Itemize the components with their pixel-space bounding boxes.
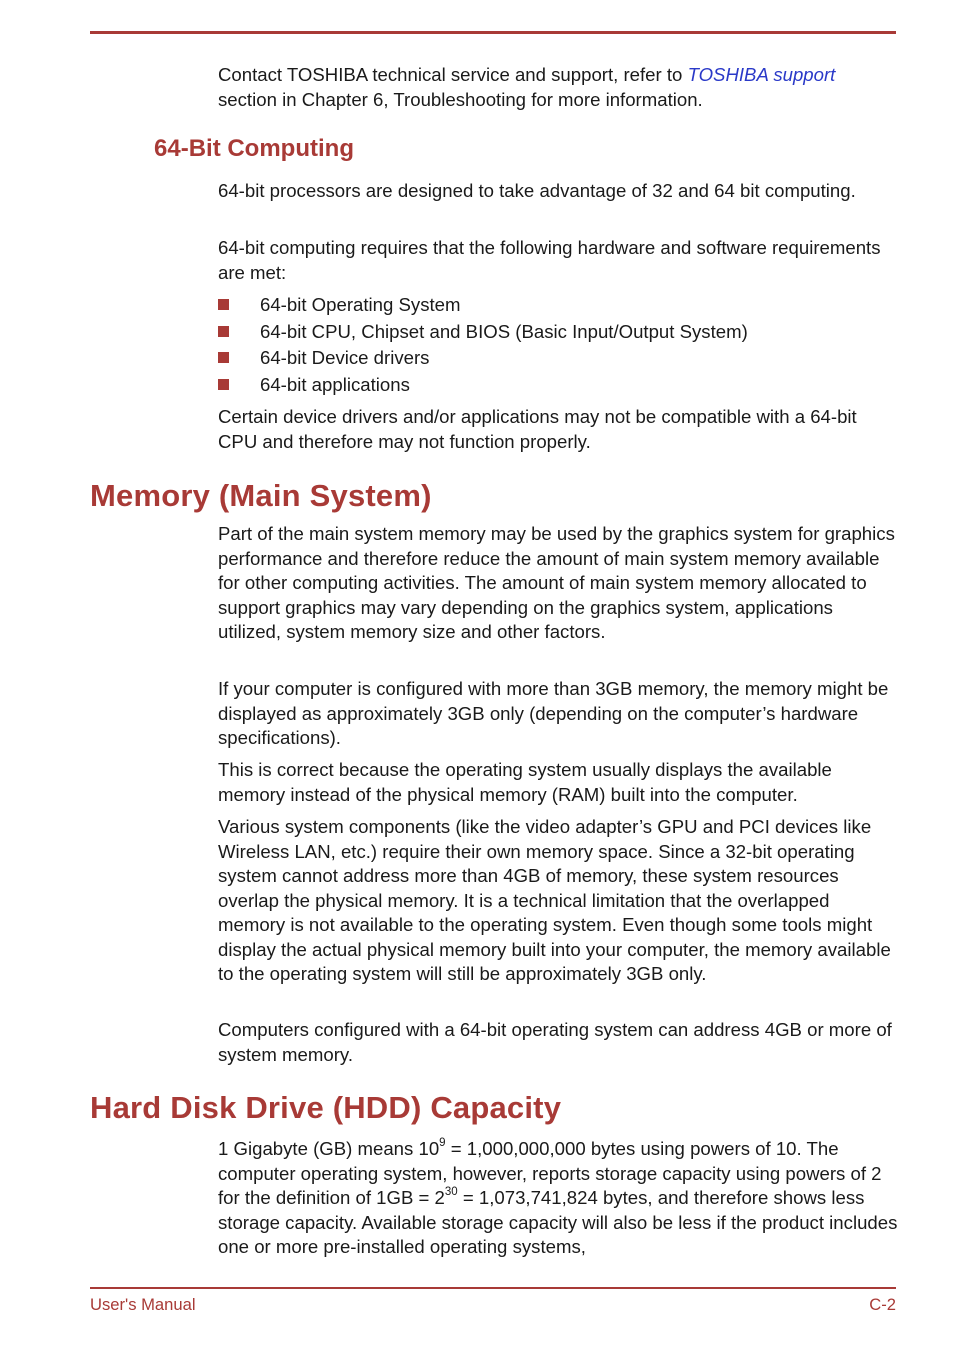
- heading-64bit-computing: 64-Bit Computing: [154, 135, 354, 162]
- hdd-text-1: 1 Gigabyte (GB) means 10: [218, 1138, 440, 1159]
- hdd-text-2: = 1,000,000,000 bytes using powers of 10. The computer operating system, however, reports storage capacity using powers of 2 for the definition of 1GB = 2: [218, 1138, 882, 1208]
- paragraph-memory-2: If your computer is configured with more than 3GB memory, the memory might be displayed as approximately 3GB only (depending on the computer’s hardware specifications).: [218, 678, 889, 748]
- list-item-text: 64-bit CPU, Chipset and BIOS (Basic Input/Output System): [260, 320, 748, 342]
- hdd-text-3: = 1,073,741,824 bytes, and therefore shows less storage capacity. Available storage capacity will also be less if the product includes one or more pre-installed operating systems,: [218, 1187, 898, 1257]
- intro-paragraph: [218, 63, 898, 112]
- footer-rule: [90, 1287, 896, 1289]
- exponent-9: 9: [439, 1136, 446, 1149]
- list-item-text: 64-bit applications: [260, 373, 410, 395]
- paragraph-memory-5: Computers configured with a 64-bit operating system can address 4GB or more of system memory.: [218, 1019, 892, 1065]
- list-item: [218, 293, 748, 320]
- list-item-text: 64-bit Device drivers: [260, 347, 430, 369]
- paragraph-64bit-1: 64-bit processors are designed to take advantage of 32 and 64 bit computing.: [218, 180, 856, 201]
- heading-memory: Memory (Main System): [90, 478, 432, 513]
- paragraph-memory-3: This is correct because the operating system usually displays the available memory instead of the physical memory (RAM) built into the computer.: [218, 759, 832, 805]
- toshiba-support-link[interactable]: TOSHIBA support: [687, 64, 836, 85]
- square-bullet-icon: [218, 326, 229, 337]
- heading-hdd-capacity: Hard Disk Drive (HDD) Capacity: [90, 1090, 562, 1125]
- list-item: [218, 320, 748, 347]
- intro-text: Contact TOSHIBA technical service and support, refer to: [218, 64, 688, 85]
- square-bullet-icon: [218, 299, 229, 310]
- list-item: [218, 373, 748, 400]
- paragraph-64bit-2: 64-bit computing requires that the following hardware and software requirements are met:: [218, 237, 881, 283]
- footer-page-number: C-2: [869, 1295, 896, 1314]
- list-item: [218, 346, 748, 373]
- square-bullet-icon: [218, 379, 229, 390]
- requirements-list: [218, 293, 748, 399]
- list-item-text: 64-bit Operating System: [260, 294, 461, 315]
- intro-text-tail: section in Chapter 6, Troubleshooting for more information.: [218, 88, 703, 110]
- paragraph-memory-4: Various system components (like the video adapter’s GPU and PCI devices like Wireless LAN, etc.) require their own memory space. Since a 32-bit operating system cannot address more than 4GB of memory, these system resources overlap the physical memory. It is a technical limitation that the overlapped memory is not available to the operating system. Even though some tools might display the actual physical memory built into your computer, the memory available to the operating system will still be approximately 3GB only.: [218, 816, 891, 984]
- header-rule: [90, 31, 896, 34]
- paragraph-64bit-3: Certain device drivers and/or applications may not be compatible with a 64-bit CPU and therefore may not function properly.: [218, 406, 857, 452]
- footer-manual-title: User's Manual: [90, 1295, 196, 1314]
- paragraph-memory-1: Part of the main system memory may be used by the graphics system for graphics performance and therefore reduce the amount of main system memory available for other computing activities. The amount of main system memory allocated to support graphics may vary depending on the graphics system, applications utilized, system memory size and other factors.: [218, 523, 895, 642]
- paragraph-hdd-1: [218, 1137, 898, 1260]
- exponent-30: 30: [444, 1185, 458, 1198]
- square-bullet-icon: [218, 352, 229, 363]
